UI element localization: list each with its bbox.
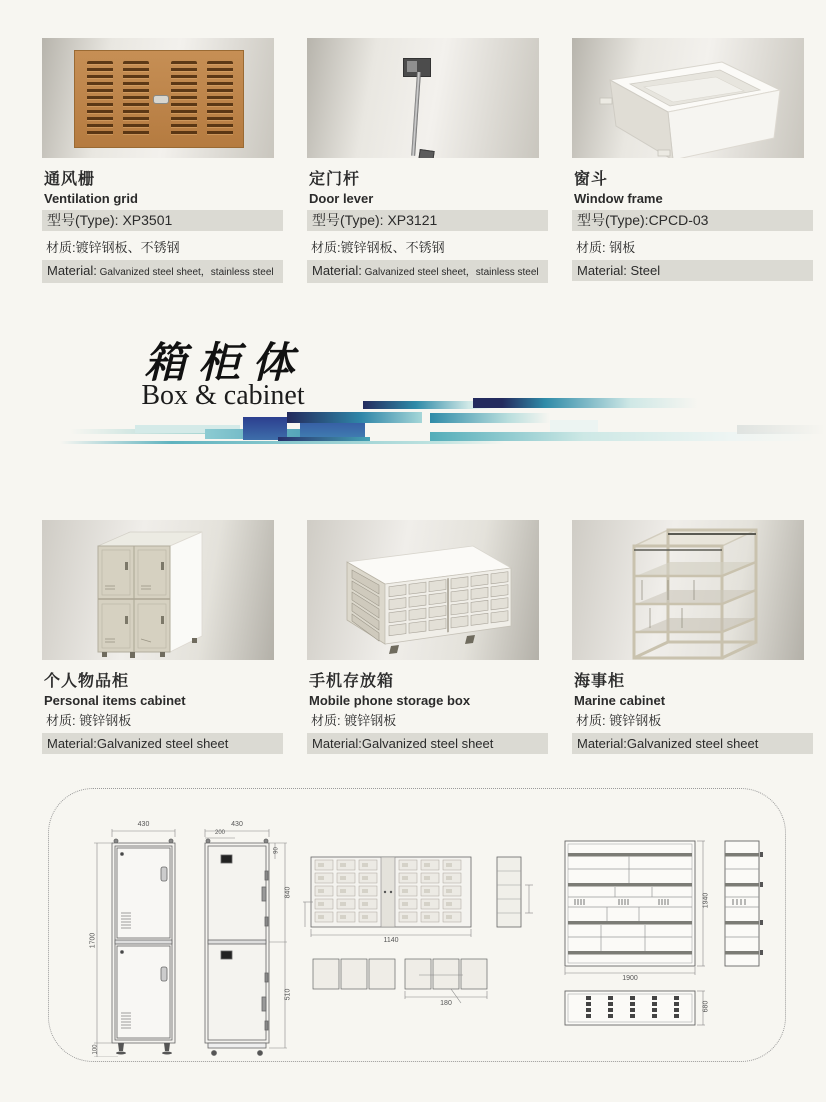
ventilation-grid-image xyxy=(42,38,274,158)
stripe xyxy=(205,429,365,439)
product-name-en: Marine cabinet xyxy=(574,693,666,708)
product-material-en xyxy=(307,260,548,283)
stripe xyxy=(300,415,365,440)
stripe xyxy=(60,441,505,444)
material-label: Material: xyxy=(47,263,97,278)
product-material-en xyxy=(572,260,813,281)
product-material-cn: 材质: 镀锌钢板 xyxy=(576,713,662,728)
material-value: Galvanized steel sheet xyxy=(361,736,494,751)
stripe xyxy=(287,412,422,423)
personal-items-cabinet-image xyxy=(42,520,274,660)
locker-technical-drawing xyxy=(87,817,297,1057)
stripe xyxy=(430,432,815,441)
dim-label: 1140 xyxy=(383,937,399,944)
product-name-cn: 定门杆 xyxy=(309,171,361,188)
dim-label: 430 xyxy=(137,821,150,828)
product-material-en xyxy=(572,733,813,754)
section-title-en: Box & cabinet xyxy=(141,380,305,411)
material-label: Material: xyxy=(312,736,362,751)
phone-box-drawing xyxy=(307,520,539,660)
product-card-marine-cabinet xyxy=(572,520,813,754)
marine-cabinet-image xyxy=(572,520,804,660)
product-card-personal-items-cabinet xyxy=(42,520,283,754)
dim-label: 1700 xyxy=(89,932,97,949)
dim-label: 180 xyxy=(440,1000,452,1007)
marine-cabinet-technical-drawing xyxy=(557,833,792,1038)
product-type-label: 型号(Type):CPCD-03 xyxy=(572,210,813,231)
stripe xyxy=(70,429,220,434)
mobile-phone-storage-box-image xyxy=(307,520,539,660)
stripe xyxy=(430,413,550,423)
product-name-cn: 通风栅 xyxy=(44,171,96,188)
stripe xyxy=(278,437,370,443)
product-material-cn: 材质: 钢板 xyxy=(576,240,636,255)
product-material-en xyxy=(42,260,283,283)
dim-label: 200 xyxy=(214,830,225,836)
dim-label: 100 xyxy=(92,1044,99,1055)
louver-column xyxy=(171,61,197,137)
product-material-cn: 材质: 镀锌钢板 xyxy=(46,713,132,728)
lever-rod xyxy=(411,72,421,156)
stripe xyxy=(363,401,495,409)
material-label: Material: xyxy=(312,263,362,278)
lever-foot xyxy=(418,149,434,158)
louver-column xyxy=(123,61,149,137)
product-material-en xyxy=(42,733,283,754)
dim-label: 840 xyxy=(284,886,292,899)
door-lever-image xyxy=(307,38,539,158)
material-value: Galvanized steel sheet，stainless steel xyxy=(96,267,274,278)
phone-box-technical-drawing xyxy=(301,847,546,1022)
dim-label: 680 xyxy=(702,1000,710,1013)
window-frame-image xyxy=(572,38,804,158)
product-card-mobile-phone-storage-box xyxy=(307,520,548,754)
product-card-ventilation-grid xyxy=(42,38,283,283)
louver-column xyxy=(207,61,233,137)
material-label: Material: xyxy=(47,736,97,751)
product-name-en: Ventilation grid xyxy=(44,191,138,206)
product-material-cn: 材质:镀锌钢板、不锈钢 xyxy=(311,240,445,255)
dim-label: 1940 xyxy=(702,892,710,909)
section-title-cn: 箱柜体 xyxy=(143,338,306,387)
material-value: Galvanized steel sheet xyxy=(96,736,229,751)
wood-panel xyxy=(74,50,244,148)
stripe xyxy=(135,425,240,433)
product-material-en xyxy=(307,733,548,754)
material-label: Material: xyxy=(577,263,627,278)
stripe xyxy=(550,420,598,433)
stripe xyxy=(737,425,825,434)
material-value: Galvanized steel sheet xyxy=(626,736,759,751)
product-name-cn: 个人物品柜 xyxy=(44,673,130,690)
dim-label: 1900 xyxy=(622,975,638,982)
product-type-label: 型号(Type): XP3501 xyxy=(42,210,283,231)
product-material-cn: 材质:镀锌钢板、不锈钢 xyxy=(46,240,180,255)
product-type-label: 型号(Type): XP3121 xyxy=(307,210,548,231)
phone-box-drawing-svg xyxy=(301,847,546,1022)
marine-drawing-svg xyxy=(557,833,792,1038)
product-material-cn: 材质: 镀锌钢板 xyxy=(311,713,397,728)
dim-label: 90 xyxy=(273,847,280,854)
product-name-en: Personal items cabinet xyxy=(44,693,186,708)
lever-plate xyxy=(407,61,417,72)
technical-drawings-panel xyxy=(48,788,786,1062)
latch xyxy=(153,95,169,104)
window-hopper-drawing xyxy=(572,38,804,158)
product-name-en: Door lever xyxy=(309,191,374,206)
louver-column xyxy=(87,61,113,137)
material-value: Galvanized steel sheet，stainless steel xyxy=(361,267,539,278)
product-name-en: Mobile phone storage box xyxy=(309,693,471,708)
locker-cabinet-drawing xyxy=(42,520,274,660)
product-card-window-frame xyxy=(572,38,813,281)
product-name-cn: 海事柜 xyxy=(574,673,626,690)
locker-drawing-svg xyxy=(87,817,297,1057)
marine-rack-drawing xyxy=(572,520,804,660)
dim-label: 510 xyxy=(284,988,292,1001)
product-name-cn: 窗斗 xyxy=(574,171,609,188)
stripe xyxy=(473,398,698,408)
product-card-door-lever xyxy=(307,38,548,283)
stripe xyxy=(243,417,287,440)
material-label: Material: xyxy=(577,736,627,751)
product-name-en: Window frame xyxy=(574,191,663,206)
dim-label: 430 xyxy=(231,821,243,828)
material-value: Steel xyxy=(626,263,661,278)
product-name-cn: 手机存放箱 xyxy=(309,673,395,690)
